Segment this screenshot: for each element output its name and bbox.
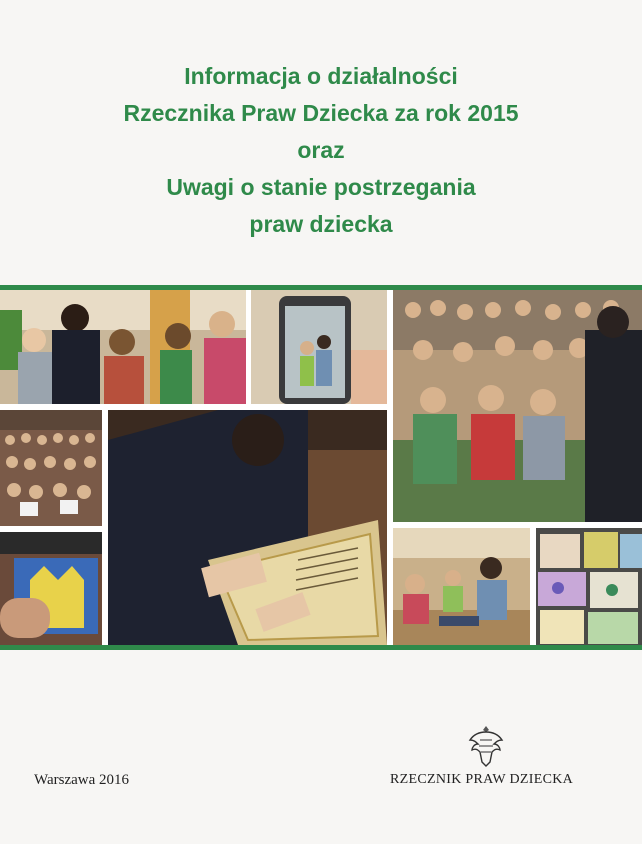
photo-children-group — [0, 290, 246, 404]
polish-eagle-emblem-icon — [466, 722, 506, 768]
photo-smartphone — [251, 290, 387, 404]
photo-children-seated — [393, 290, 642, 522]
report-title — [0, 58, 642, 243]
publisher-name: RZECZNIK PRAW DZIECKA — [390, 772, 574, 787]
photo-classroom — [393, 528, 530, 645]
photo-collage — [0, 290, 642, 645]
photo-signing — [108, 410, 387, 645]
title-line-2: Rzecznika Praw Dziecka za rok 2015 — [123, 100, 519, 126]
photo-audience — [0, 410, 102, 526]
title-line-4: Uwagi o stanie postrzegania — [166, 174, 476, 200]
photo-artwork — [536, 528, 642, 645]
publication-place-year: Warszawa 2016 — [34, 772, 130, 788]
title-line-3: oraz — [297, 137, 345, 163]
title-line-5: praw dziecka — [249, 211, 393, 237]
title-line-1: Informacja o działalności — [184, 63, 458, 89]
photo-drawing — [0, 532, 102, 645]
green-band-bottom — [0, 645, 642, 650]
